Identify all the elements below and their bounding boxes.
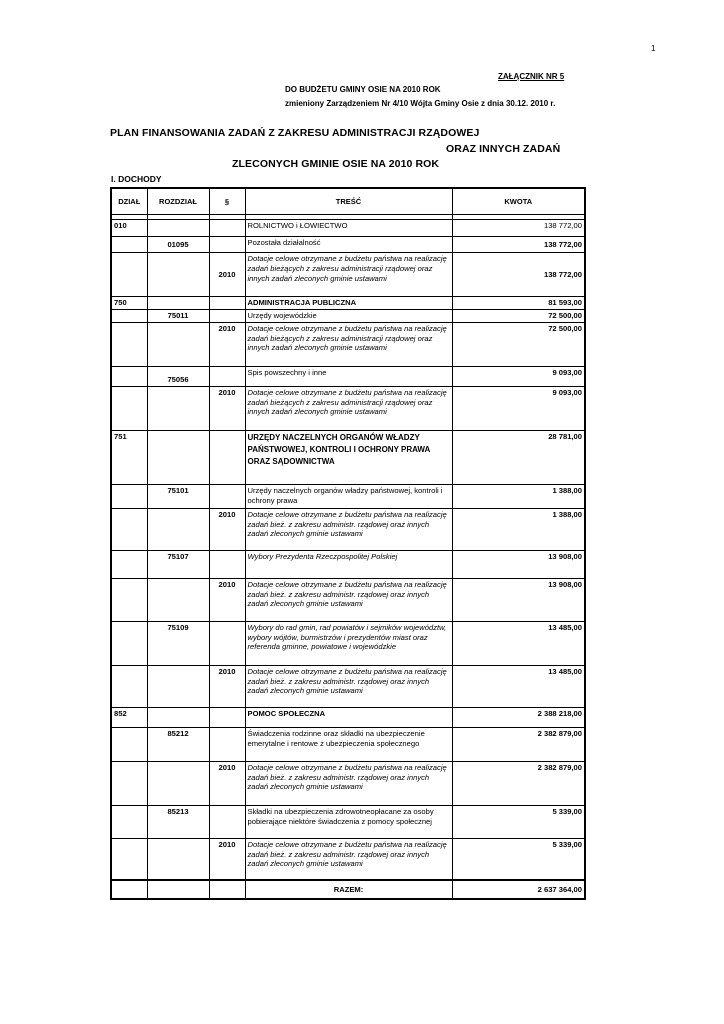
paragraph-cell: [209, 237, 245, 253]
paragraph-cell: [209, 805, 245, 838]
paragraph-cell: [209, 621, 245, 665]
kwota-cell: 81 593,00: [452, 297, 585, 310]
paragraph-cell: [209, 707, 245, 727]
tresc-cell: Składki na ubezpieczenia zdrowotneopłacane za osoby pobierające niektóre świadczenia z pomocy społecznej: [245, 805, 452, 838]
table-row: [111, 366, 585, 386]
rozdzial-cell: 75107: [147, 550, 209, 578]
column-header-tresc: TREŚĆ: [245, 188, 452, 215]
tresc-cell: Dotacje celowe otrzymane z budżetu państwa na realizację zadań bieżących z zakresu administracji rządowej oraz innych zadań zleconych gminie ustawami: [245, 253, 452, 297]
kwota-cell: 72 500,00: [452, 310, 585, 323]
column-header-kwota: KWOTA: [452, 188, 585, 215]
rozdzial-cell: [147, 578, 209, 621]
rozdzial-cell: 85213: [147, 805, 209, 838]
dzial-cell: [111, 880, 147, 899]
table-row: [111, 805, 585, 838]
budget-table: [110, 187, 586, 900]
table-row: [111, 322, 585, 366]
tresc-cell: ROLNICTWO i ŁOWIECTWO: [245, 220, 452, 237]
kwota-cell: 13 485,00: [452, 621, 585, 665]
table-row: [111, 237, 585, 253]
dzial-cell: [111, 322, 147, 366]
paragraph-cell: 2010: [209, 253, 245, 297]
tresc-cell: Wybory do rad gmin, rad powiatów i sejmików województw, wybory wójtów, burmistrzów i prezydentów miast oraz referenda gminne, powiatowe i wojewódzkie: [245, 621, 452, 665]
total-row: [111, 880, 585, 899]
tresc-cell: Świadczenia rodzinne oraz składki na ubezpieczenie emerytalne i rentowe z ubezpieczenia społecznego: [245, 727, 452, 761]
kwota-cell: 138 772,00: [452, 237, 585, 253]
kwota-cell: 13 485,00: [452, 665, 585, 707]
kwota-cell: 2 382 879,00: [452, 727, 585, 761]
paragraph-cell: [209, 430, 245, 484]
kwota-cell: 9 093,00: [452, 386, 585, 430]
paragraph-cell: [209, 220, 245, 237]
tresc-cell: Dotacje celowe otrzymane z budżetu państwa na realizację zadań bieżących z zakresu administracji rządowej oraz innych zadań zleconych gminie ustawami: [245, 322, 452, 366]
kwota-cell: 9 093,00: [452, 366, 585, 386]
rozdzial-cell: [147, 322, 209, 366]
table-row: [111, 621, 585, 665]
paragraph-cell: [209, 366, 245, 386]
document-title-line2: ORAZ INNYCH ZADAŃ: [446, 143, 561, 155]
tresc-cell: POMOC SPOŁECZNA: [245, 707, 452, 727]
kwota-cell: 13 908,00: [452, 550, 585, 578]
tresc-cell: Dotacje celowe otrzymane z budżetu państwa na realizację zadań bież. z zakresu administr. rządowej oraz innych zadań zleconych gminie ustawami: [245, 578, 452, 621]
dzial-cell: [111, 237, 147, 253]
rozdzial-cell: 75011: [147, 310, 209, 323]
paragraph-cell: 2010: [209, 838, 245, 880]
tresc-cell: Urzędy wojewódzkie: [245, 310, 452, 323]
total-label: RAZEM:: [245, 880, 452, 899]
dzial-cell: [111, 508, 147, 550]
rozdzial-cell: 01095: [147, 237, 209, 253]
tresc-cell: Urzędy naczelnych organów władzy państwowej, kontroli i ochrony prawa: [245, 484, 452, 508]
kwota-cell: 2 382 879,00: [452, 761, 585, 805]
column-header-dzial: DZIAŁ: [111, 188, 147, 215]
paragraph-cell: [209, 550, 245, 578]
kwota-cell: 1 388,00: [452, 484, 585, 508]
table-row: [111, 761, 585, 805]
rozdzial-cell: [147, 880, 209, 899]
kwota-cell: 72 500,00: [452, 322, 585, 366]
paragraph-cell: [209, 310, 245, 323]
tresc-cell: Wybory Prezydenta Rzeczpospolitej Polskiej: [245, 550, 452, 578]
rozdzial-cell: [147, 297, 209, 310]
tresc-cell: Dotacje celowe otrzymane z budżetu państwa na realizację zadań bież. z zakresu administr. rządowej oraz innych zadań zleconych gminie ustawami: [245, 761, 452, 805]
document-title-line1: PLAN FINANSOWANIA ZADAŃ Z ZAKRESU ADMINISTRACJI RZĄDOWEJ: [110, 127, 480, 139]
dzial-cell: [111, 805, 147, 838]
rozdzial-cell: [147, 707, 209, 727]
rozdzial-cell: 75109: [147, 621, 209, 665]
rozdzial-cell: [147, 430, 209, 484]
budget-reference: DO BUDŻETU GMINY OSIE NA 2010 ROK: [285, 85, 441, 94]
dzial-cell: 750: [111, 297, 147, 310]
rozdzial-cell: [147, 838, 209, 880]
rozdzial-cell: 75101: [147, 484, 209, 508]
tresc-cell: Dotacje celowe otrzymane z budżetu państwa na realizację zadań bież. z zakresu administr. rządowej oraz innych zadań zleconych gminie ustawami: [245, 838, 452, 880]
kwota-cell: 5 339,00: [452, 805, 585, 838]
kwota-cell: 138 772,00: [452, 220, 585, 237]
dzial-cell: [111, 366, 147, 386]
kwota-cell: 28 781,00: [452, 430, 585, 484]
table-row: [111, 508, 585, 550]
rozdzial-cell: 75056: [147, 366, 209, 386]
dzial-cell: [111, 550, 147, 578]
table-row: [111, 727, 585, 761]
dzial-cell: 852: [111, 707, 147, 727]
table-row: [111, 430, 585, 484]
rozdzial-cell: [147, 220, 209, 237]
section-heading: I. DOCHODY: [111, 174, 162, 184]
page-number: 1: [651, 44, 656, 53]
tresc-cell: URZĘDY NACZELNYCH ORGANÓW WŁADZY PAŃSTWOWEJ, KONTROLI I OCHRONY PRAWA ORAZ SĄDOWNICTWA: [245, 430, 452, 484]
dzial-cell: [111, 253, 147, 297]
tresc-cell: ADMINISTRACJA PUBLICZNA: [245, 297, 452, 310]
tresc-cell: Dotacje celowe otrzymane z budżetu państwa na realizację zadań bieżących z zakresu administracji rządowej oraz innych zadań zleconych gminie ustawami: [245, 386, 452, 430]
table-row: [111, 578, 585, 621]
dzial-cell: [111, 578, 147, 621]
rozdzial-cell: [147, 508, 209, 550]
dzial-cell: 751: [111, 430, 147, 484]
paragraph-cell: 2010: [209, 761, 245, 805]
rozdzial-cell: [147, 253, 209, 297]
paragraph-cell: 2010: [209, 508, 245, 550]
dzial-cell: [111, 484, 147, 508]
paragraph-cell: [209, 297, 245, 310]
kwota-cell: 13 908,00: [452, 578, 585, 621]
column-header-paragraph: §: [209, 188, 245, 215]
kwota-cell: 1 388,00: [452, 508, 585, 550]
amendment-note: zmieniony Zarządzeniem Nr 4/10 Wójta Gminy Osie z dnia 30.12. 2010 r.: [285, 99, 556, 108]
document-title-line3: ZLECONYCH GMINIE OSIE NA 2010 ROK: [232, 158, 440, 170]
total-value: 2 637 364,00: [452, 880, 585, 899]
kwota-cell: 5 339,00: [452, 838, 585, 880]
dzial-cell: [111, 761, 147, 805]
tresc-cell: Dotacje celowe otrzymane z budżetu państwa na realizację zadań bież. z zakresu administr. rządowej oraz innych zadań zleconych gminie ustawami: [245, 665, 452, 707]
column-header-rozdzial: ROZDZIAŁ: [147, 188, 209, 215]
kwota-cell: 138 772,00: [452, 253, 585, 297]
table-row: [111, 220, 585, 237]
rozdzial-cell: [147, 761, 209, 805]
table-row: [111, 297, 585, 310]
rozdzial-cell: [147, 386, 209, 430]
tresc-cell: Dotacje celowe otrzymane z budżetu państwa na realizację zadań bież. z zakresu administr. rządowej oraz innych zadań zleconych gminie ustawami: [245, 508, 452, 550]
table-row: [111, 665, 585, 707]
table-row: [111, 838, 585, 880]
table-row: [111, 707, 585, 727]
table-row: [111, 386, 585, 430]
dzial-cell: [111, 838, 147, 880]
table-header-row: [111, 188, 585, 215]
dzial-cell: [111, 310, 147, 323]
paragraph-cell: 2010: [209, 578, 245, 621]
attachment-label: ZAŁĄCZNIK NR 5: [498, 72, 565, 81]
paragraph-cell: 2010: [209, 665, 245, 707]
kwota-cell: 2 388 218,00: [452, 707, 585, 727]
table-row: [111, 253, 585, 297]
paragraph-cell: [209, 484, 245, 508]
table-row: [111, 484, 585, 508]
tresc-cell: Pozostała działalność: [245, 237, 452, 253]
paragraph-cell: [209, 880, 245, 899]
table-row: [111, 310, 585, 323]
dzial-cell: [111, 665, 147, 707]
dzial-cell: [111, 727, 147, 761]
paragraph-cell: [209, 727, 245, 761]
paragraph-cell: 2010: [209, 322, 245, 366]
tresc-cell: Spis powszechny i inne: [245, 366, 452, 386]
dzial-cell: [111, 386, 147, 430]
rozdzial-cell: [147, 665, 209, 707]
dzial-cell: [111, 621, 147, 665]
dzial-cell: 010: [111, 220, 147, 237]
rozdzial-cell: 85212: [147, 727, 209, 761]
table-row: [111, 550, 585, 578]
paragraph-cell: 2010: [209, 386, 245, 430]
